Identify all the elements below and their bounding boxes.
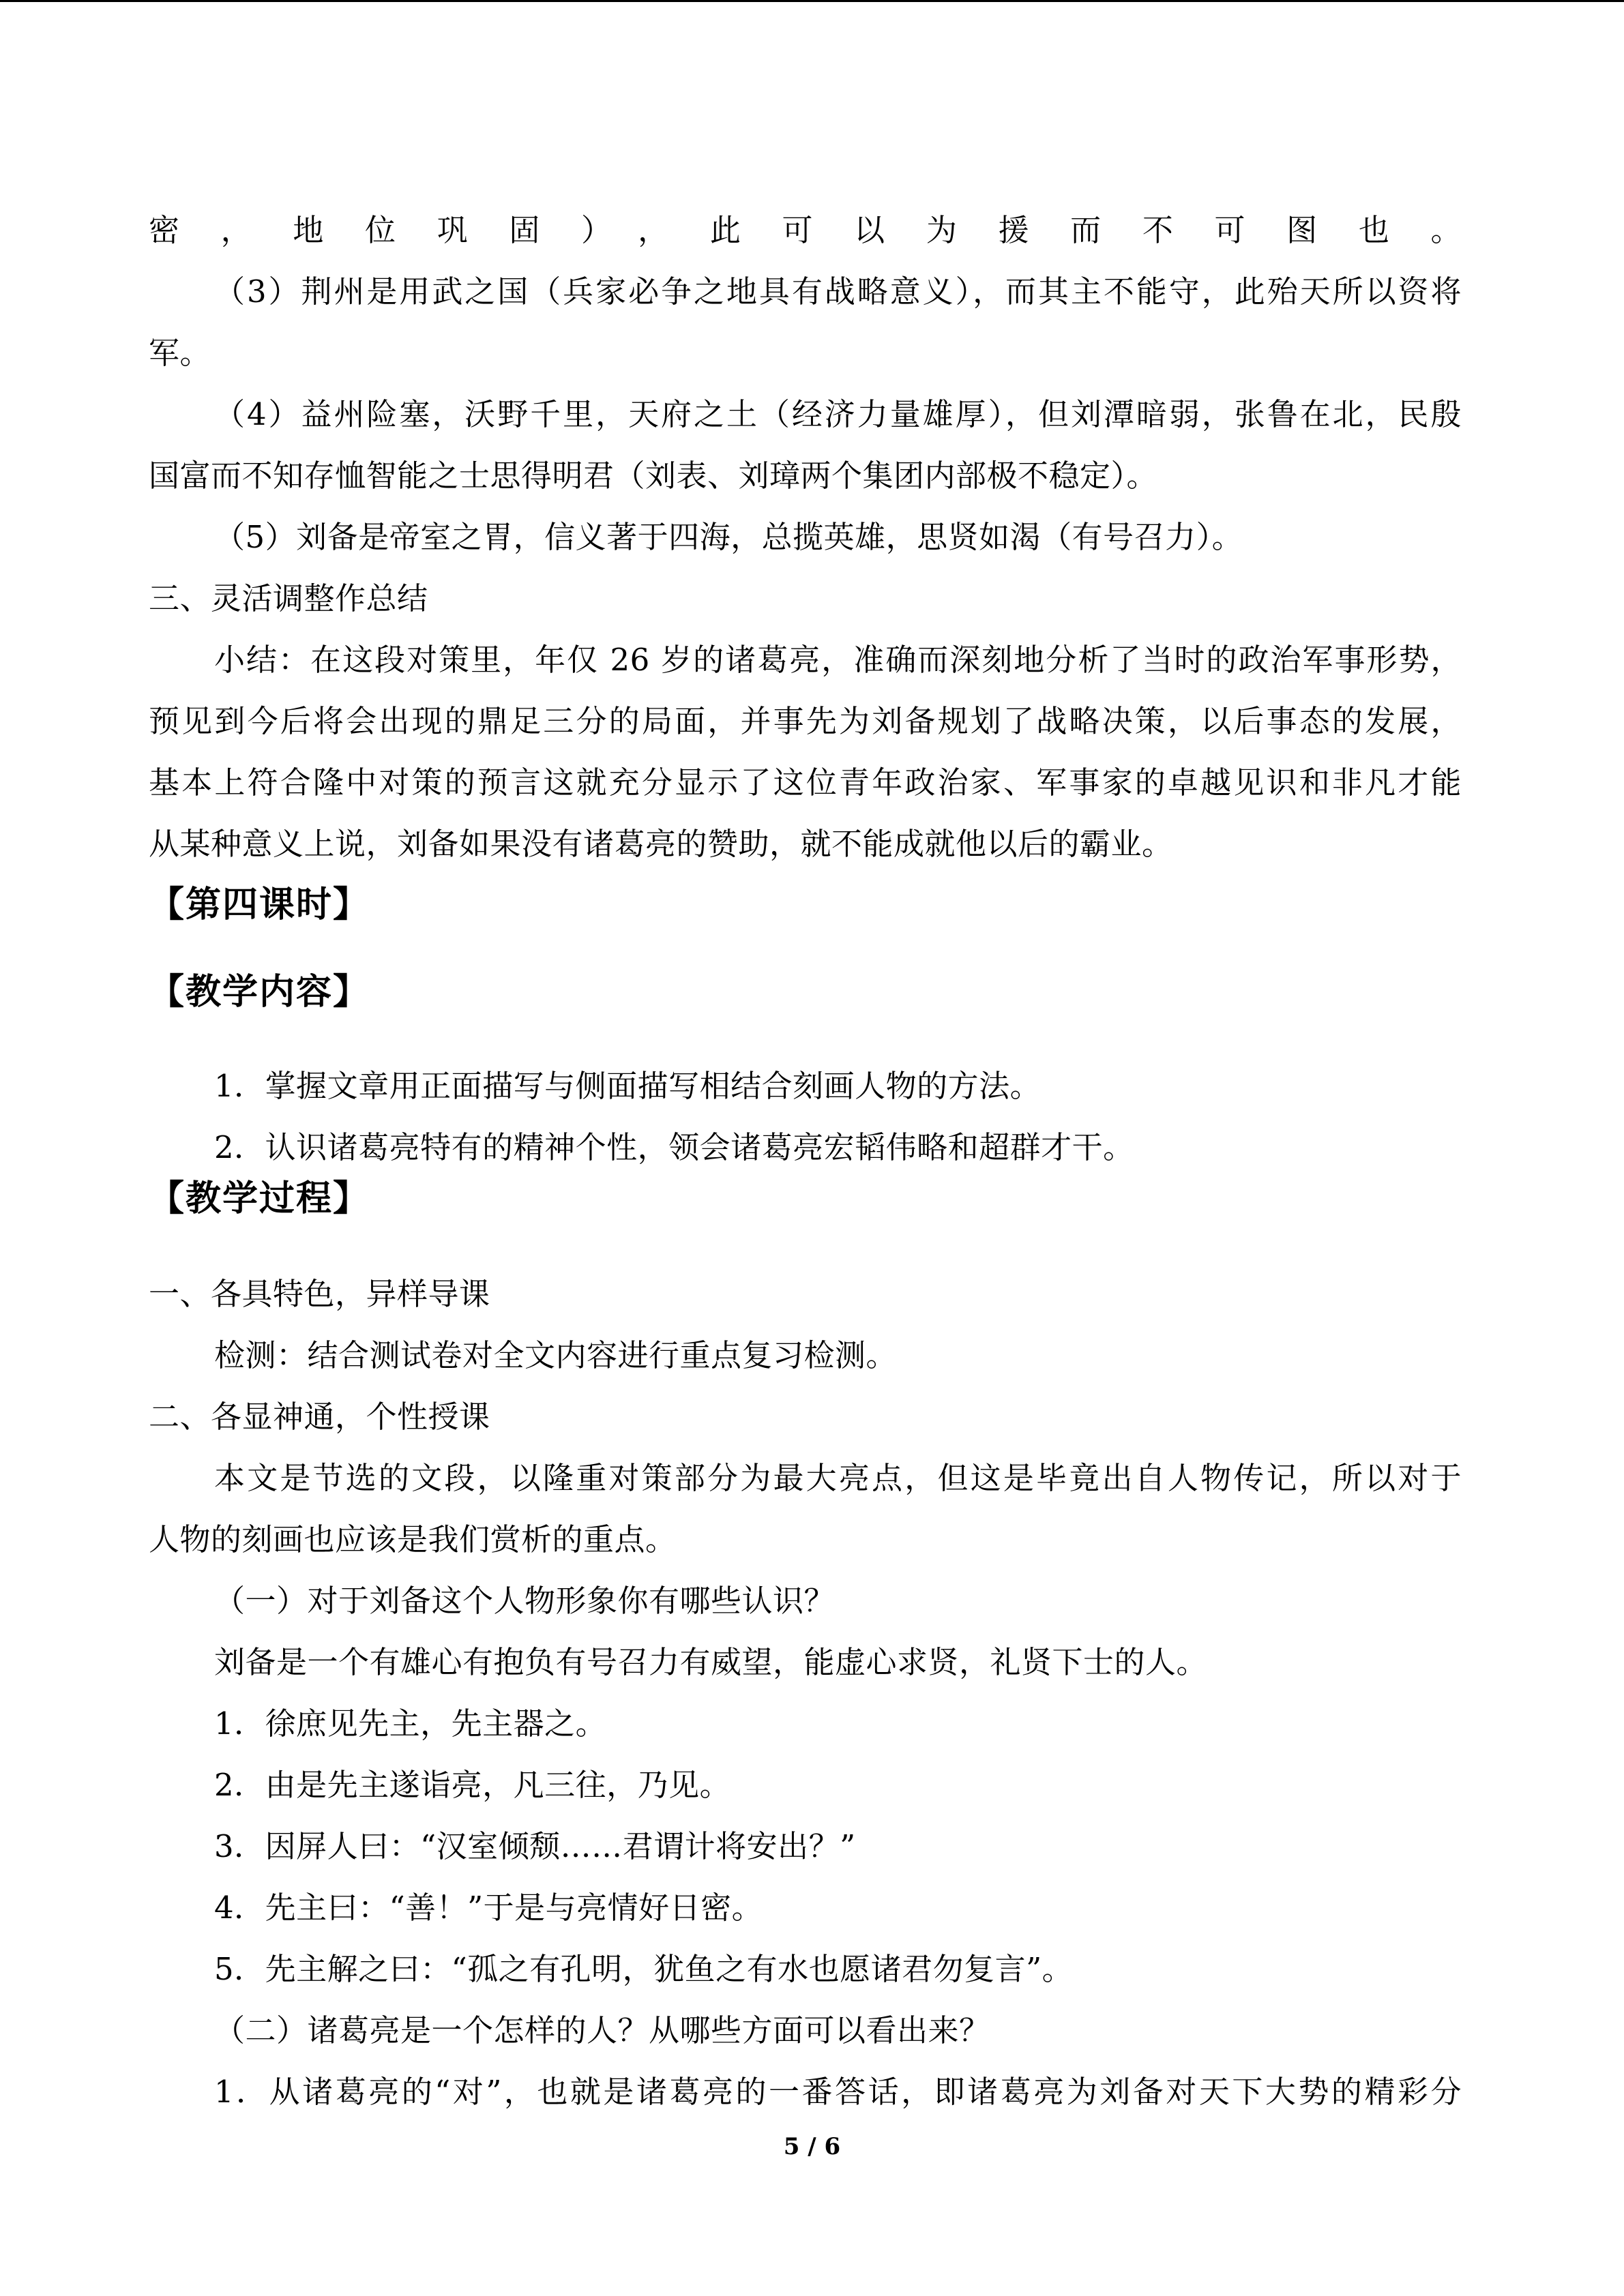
list-item: 2．由是先主遂诣亮，凡三往，乃见。 (214, 1767, 731, 1803)
text-line: 本文是节选的文段，以隆重对策部分为最大亮点，但这是毕竟出自人物传记，所以对于 (214, 1460, 1462, 1496)
list-item: 5．先主解之曰：“孤之有孔明，犹鱼之有水也愿诸君勿复言”。 (214, 1951, 1074, 1987)
text-line: 小结：在这段对策里，年仅 26 岁的诸葛亮，准确而深刻地分析了当时的政治军事形势， (214, 642, 1462, 678)
list-item: 1．从诸葛亮的“对”，也就是诸葛亮的一番答话，即诸葛亮为刘备对天下大势的精彩分 (214, 2074, 1462, 2110)
text-line: 密，地位巩固），此可以为援而不可图也。 (149, 212, 1462, 248)
content-heading: 【教学内容】 (149, 972, 370, 1013)
text-line: 基本上符合隆中对策的预言这就充分显示了这位青年政治家、军事家的卓越见识和非凡才能 (149, 764, 1462, 801)
text-line: 预见到今后将会出现的鼎足三分的局面，并事先为刘备规划了战略决策，以后事态的发展， (149, 703, 1462, 739)
question-line: （一）对于刘备这个人物形象你有哪些认识？ (214, 1583, 836, 1619)
text-line: （5）刘备是帝室之胃，信义著于四海，总揽英雄，思贤如渴（有号召力）。 (214, 519, 1243, 555)
text-line: 检测：结合测试卷对全文内容进行重点复习检测。 (214, 1337, 898, 1373)
list-item: 1．徐庶见先主，先主器之。 (214, 1705, 607, 1742)
section-heading: 二、各显神通，个性授课 (149, 1399, 490, 1435)
text-line: （3）荆州是用武之国（兵家必争之地具有战略意义），而其主不能守，此殆天所以资将 (214, 273, 1462, 310)
page-number: 5 / 6 (783, 2133, 841, 2160)
list-item: 2．认识诸葛亮特有的精神个性，领会诸葛亮宏韬伟略和超群才干。 (214, 1129, 1134, 1165)
list-item: 4．先主曰：“善！”于是与亮情好日密。 (214, 1890, 763, 1926)
text-line: 刘备是一个有雄心有抱负有号召力有威望，能虚心求贤，礼贤下士的人。 (214, 1644, 1208, 1680)
list-item: 3．因屏人曰：“汉室倾颓……君谓计将安出？” (214, 1828, 856, 1864)
top-border-line (0, 0, 1624, 2)
text-line: （4）益州险塞，沃野千里，天府之土（经济力量雄厚），但刘潭暗弱，张鲁在北，民殷 (214, 396, 1462, 432)
section-heading: 一、各具特色，异样导课 (149, 1276, 490, 1312)
text-line: 人物的刻画也应该是我们赏析的重点。 (149, 1521, 677, 1557)
section-heading: 三、灵活调整作总结 (149, 580, 428, 616)
text-line: 国富而不知存恤智能之士思得明君（刘表、刘璋两个集团内部极不稳定）。 (149, 458, 1158, 494)
lesson-heading: 【第四课时】 (149, 884, 370, 925)
question-line: （二）诸葛亮是一个怎样的人？从哪些方面可以看出来？ (214, 2012, 990, 2048)
process-heading: 【教学过程】 (149, 1178, 370, 1219)
text-line: 从某种意义上说，刘备如果没有诸葛亮的赞助，就不能成就他以后的霸业。 (149, 826, 1173, 862)
list-item: 1．掌握文章用正面描写与侧面描写相结合刻画人物的方法。 (214, 1068, 1042, 1104)
text-line: 军。 (149, 335, 211, 371)
